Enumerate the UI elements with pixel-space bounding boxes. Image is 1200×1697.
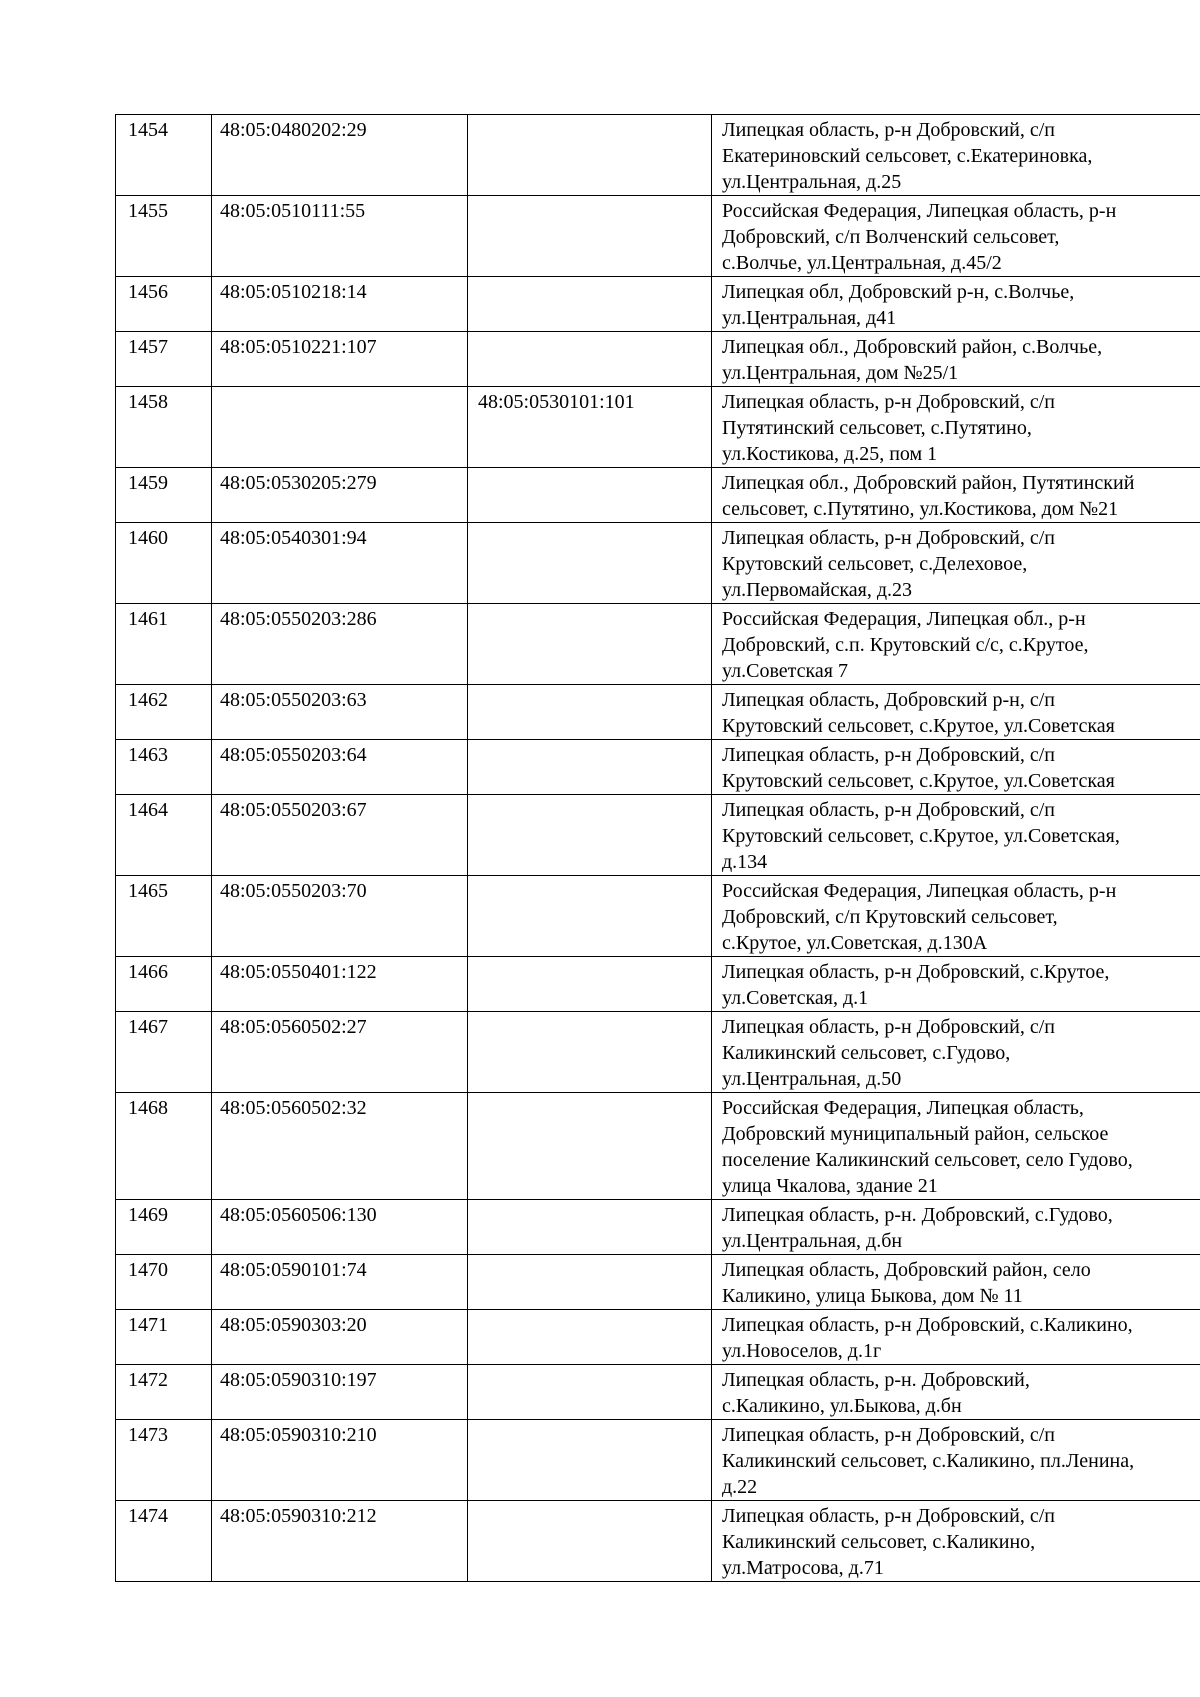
address-line: с.Каликино, ул.Быкова, д.бн [722,1395,962,1417]
address-line: ул.Центральная, д.бн [722,1230,903,1252]
table-row [116,1501,1200,1582]
address-line: Екатериновский сельсовет, с.Екатериновка, [722,145,1093,167]
row-number-cell: 1473 [116,1420,212,1501]
address-cell [712,1501,1200,1582]
address-line: ул.Матросова, д.71 [722,1557,884,1579]
address-line: Добровский, с.п. Крутовский с/с, с.Крутое, [722,634,1089,656]
address-line: Липецкая обл., Добровский район, Путятинский [722,472,1135,494]
row-number-cell: 1462 [116,685,212,740]
building-cadastral-number-cell [468,277,712,332]
address-cell [712,523,1200,604]
address-line: ул.Центральная, дом №25/1 [722,362,959,384]
building-cadastral-number-cell [468,1420,712,1501]
building-cadastral-number-cell [468,957,712,1012]
address-line: Липецкая область, р-н Добровский, с/п [722,1424,1055,1446]
cadastral-number-cell: 48:05:0550203:286 [212,604,468,685]
address-line: ул.Первомайская, д.23 [722,579,912,601]
property-table-body [116,115,1200,1582]
row-number-cell: 1470 [116,1255,212,1310]
address-line: Липецкая область, р-н Добровский, с/п [722,1016,1055,1038]
row-number-cell: 1456 [116,277,212,332]
address-line: Крутовский сельсовет, с.Делеховое, [722,553,1028,575]
address-line: Добровский, с/п Крутовский сельсовет, [722,906,1058,928]
address-cell [712,387,1200,468]
cadastral-number-cell: 48:05:0590310:210 [212,1420,468,1501]
address-line: Липецкая область, р-н Добровский, с.Крутое, [722,961,1110,983]
table-row [116,468,1200,523]
address-cell [712,115,1200,196]
address-line: ул.Советская 7 [722,660,848,682]
row-number-cell: 1471 [116,1310,212,1365]
address-cell [712,277,1200,332]
cadastral-number-cell: 48:05:0560502:27 [212,1012,468,1093]
address-line: Липецкая область, р-н Добровский, с/п [722,1505,1055,1527]
address-line: ул.Центральная, д.50 [722,1068,902,1090]
table-row [116,1200,1200,1255]
building-cadastral-number-cell [468,1255,712,1310]
building-cadastral-number-cell [468,1012,712,1093]
address-line: Российская Федерация, Липецкая область, р-н [722,880,1117,902]
address-cell [712,196,1200,277]
address-cell [712,604,1200,685]
address-line: Добровский муниципальный район, сельское [722,1123,1109,1145]
building-cadastral-number-cell [468,876,712,957]
address-cell [712,876,1200,957]
row-number-cell: 1455 [116,196,212,277]
address-line: Добровский, с/п Волченский сельсовет, [722,226,1060,248]
address-line: Липецкая область, Добровский район, село [722,1259,1091,1281]
table-row [116,523,1200,604]
building-cadastral-number-cell [468,740,712,795]
building-cadastral-number-cell [468,1200,712,1255]
cadastral-number-cell: 48:05:0510111:55 [212,196,468,277]
cadastral-number-cell: 48:05:0550203:64 [212,740,468,795]
cadastral-number-cell: 48:05:0510218:14 [212,277,468,332]
address-line: Каликинский сельсовет, с.Каликино, пл.Ленина, [722,1450,1135,1472]
cadastral-number-cell: 48:05:0530205:279 [212,468,468,523]
address-line: Липецкая область, р-н Добровский, с.Каликино, [722,1314,1133,1336]
address-line: Крутовский сельсовет, с.Крутое, ул.Советская [722,715,1115,737]
cadastral-number-cell: 48:05:0560506:130 [212,1200,468,1255]
building-cadastral-number-cell [468,332,712,387]
property-table [115,114,1200,1582]
table-row [116,740,1200,795]
address-line: Липецкая область, р-н Добровский, с/п [722,391,1055,413]
cadastral-number-cell: 48:05:0560502:32 [212,1093,468,1200]
address-cell [712,1365,1200,1420]
address-cell [712,1200,1200,1255]
address-line: Каликино, улица Быкова, дом № 11 [722,1285,1023,1307]
building-cadastral-number-cell [468,1310,712,1365]
row-number-cell: 1466 [116,957,212,1012]
cadastral-number-cell: 48:05:0550401:122 [212,957,468,1012]
row-number-cell: 1459 [116,468,212,523]
row-number-cell: 1465 [116,876,212,957]
address-line: улица Чкалова, здание 21 [722,1175,938,1197]
cadastral-number-cell [212,387,468,468]
table-row [116,277,1200,332]
address-line: Российская Федерация, Липецкая область, [722,1097,1084,1119]
address-line: Липецкая область, р-н Добровский, с/п [722,119,1055,141]
row-number-cell: 1464 [116,795,212,876]
address-line: Липецкая область, Добровский р-н, с/п [722,689,1055,711]
address-cell [712,468,1200,523]
cadastral-number-cell: 48:05:0590310:212 [212,1501,468,1582]
row-number-cell: 1460 [116,523,212,604]
address-line: Липецкая область, р-н. Добровский, [722,1369,1030,1391]
table-row [116,685,1200,740]
address-cell [712,1012,1200,1093]
address-line: Путятинский сельсовет, с.Путятино, [722,417,1032,439]
cadastral-number-cell: 48:05:0550203:67 [212,795,468,876]
address-cell [712,1093,1200,1200]
table-row [116,957,1200,1012]
row-number-cell: 1472 [116,1365,212,1420]
address-line: ул.Центральная, д.25 [722,171,902,193]
building-cadastral-number-cell [468,604,712,685]
address-line: Крутовский сельсовет, с.Крутое, ул.Советская, [722,825,1120,847]
cadastral-number-cell: 48:05:0550203:70 [212,876,468,957]
table-row [116,332,1200,387]
address-line: Липецкая область, р-н Добровский, с/п [722,744,1055,766]
row-number-cell: 1468 [116,1093,212,1200]
address-line: ул.Костикова, д.25, пом 1 [722,443,938,465]
address-line: Липецкая область, р-н Добровский, с/п [722,527,1055,549]
row-number-cell: 1469 [116,1200,212,1255]
address-line: Липецкая область, р-н Добровский, с/п [722,799,1055,821]
address-line: поселение Каликинский сельсовет, село Гудово, [722,1149,1133,1171]
table-row [116,604,1200,685]
building-cadastral-number-cell [468,468,712,523]
row-number-cell: 1463 [116,740,212,795]
building-cadastral-number-cell [468,523,712,604]
building-cadastral-number-cell [468,1093,712,1200]
row-number-cell: 1474 [116,1501,212,1582]
address-line: сельсовет, с.Путятино, ул.Костикова, дом №21 [722,498,1119,520]
cadastral-number-cell: 48:05:0550203:63 [212,685,468,740]
table-row [116,795,1200,876]
address-cell [712,332,1200,387]
table-row [116,1093,1200,1200]
cadastral-number-cell: 48:05:0590303:20 [212,1310,468,1365]
address-cell [712,740,1200,795]
cadastral-number-cell: 48:05:0540301:94 [212,523,468,604]
address-line: Липецкая область, р-н. Добровский, с.Гудово, [722,1204,1113,1226]
address-line: Российская Федерация, Липецкая область, р-н [722,200,1117,222]
building-cadastral-number-cell [468,196,712,277]
table-row [116,1365,1200,1420]
cadastral-number-cell: 48:05:0510221:107 [212,332,468,387]
address-line: ул.Центральная, д41 [722,307,897,329]
row-number-cell: 1467 [116,1012,212,1093]
row-number-cell: 1457 [116,332,212,387]
address-line: Липецкая обл, Добровский р-н, с.Волчье, [722,281,1075,303]
building-cadastral-number-cell [468,1501,712,1582]
building-cadastral-number-cell [468,115,712,196]
address-line: д.134 [722,851,768,873]
address-cell [712,685,1200,740]
cadastral-number-cell: 48:05:0590101:74 [212,1255,468,1310]
row-number-cell: 1458 [116,387,212,468]
table-row [116,1310,1200,1365]
address-cell [712,1310,1200,1365]
building-cadastral-number-cell [468,685,712,740]
address-cell [712,795,1200,876]
table-row [116,115,1200,196]
cadastral-number-cell: 48:05:0480202:29 [212,115,468,196]
row-number-cell: 1461 [116,604,212,685]
address-line: Российская Федерация, Липецкая обл., р-н [722,608,1086,630]
address-cell [712,1420,1200,1501]
address-line: д.22 [722,1476,758,1498]
address-line: с.Волчье, ул.Центральная, д.45/2 [722,252,1002,274]
table-row [116,387,1200,468]
table-row [116,196,1200,277]
building-cadastral-number-cell [468,1365,712,1420]
table-row [116,1012,1200,1093]
building-cadastral-number-cell [468,795,712,876]
table-row [116,1420,1200,1501]
cadastral-number-cell: 48:05:0590310:197 [212,1365,468,1420]
row-number-cell: 1454 [116,115,212,196]
table-row [116,1255,1200,1310]
address-line: ул.Новоселов, д.1г [722,1340,882,1362]
address-line: Крутовский сельсовет, с.Крутое, ул.Советская [722,770,1115,792]
address-line: ул.Советская, д.1 [722,987,869,1009]
address-line: Каликинский сельсовет, с.Гудово, [722,1042,1011,1064]
address-cell [712,957,1200,1012]
table-row [116,876,1200,957]
building-cadastral-number-cell: 48:05:0530101:101 [468,387,712,468]
address-line: Липецкая обл., Добровский район, с.Волчье, [722,336,1103,358]
address-cell [712,1255,1200,1310]
address-line: с.Крутое, ул.Советская, д.130А [722,932,988,954]
address-line: Каликинский сельсовет, с.Каликино, [722,1531,1036,1553]
